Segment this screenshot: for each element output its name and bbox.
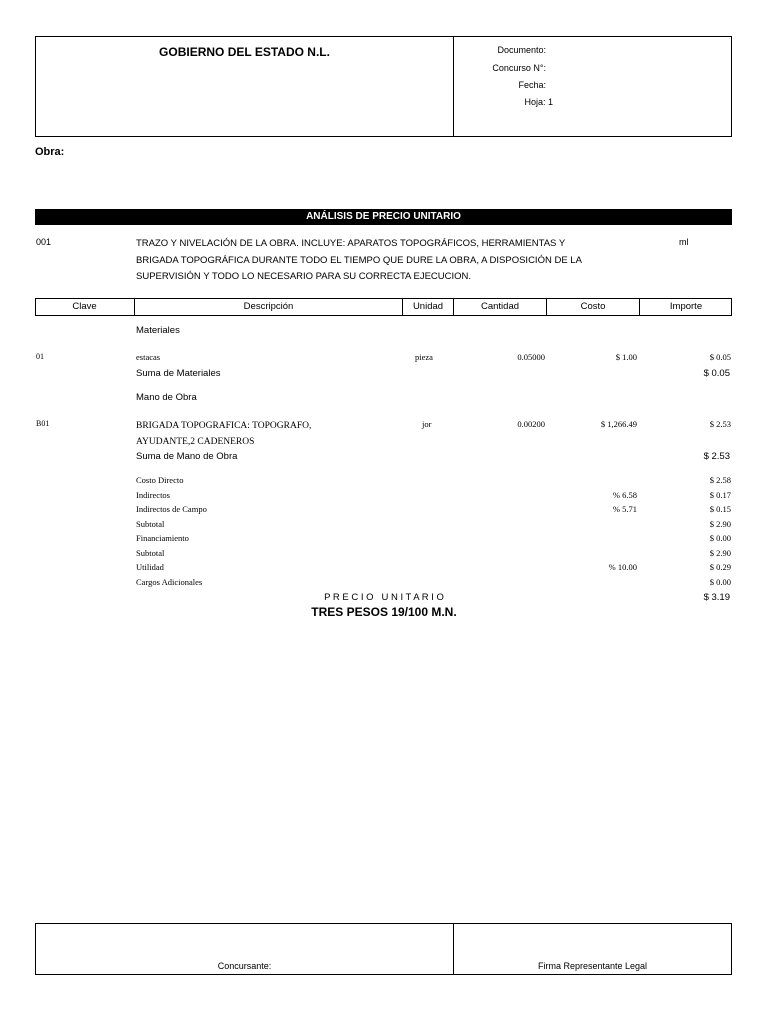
summary-value: $ 2.58 (709, 475, 731, 485)
summary-row (0, 577, 768, 592)
summary-value: $ 0.17 (709, 489, 731, 500)
mano-obra-descripcion-line: BRIGADA TOPOGRAFICA: TOPOGRAFO, (136, 421, 312, 431)
mano-obra-importe: $ 2.53 (709, 419, 731, 429)
material-unidad: pieza (415, 352, 433, 362)
firma-label: Firma Representante Legal (537, 961, 648, 971)
summary-row (0, 562, 768, 577)
precio-unitario-value: $ 3.19 (703, 592, 730, 603)
material-clave: 01 (36, 352, 44, 361)
mano-obra-title: Mano de Obra (136, 392, 197, 403)
mano-obra-clave: B01 (36, 419, 50, 428)
section-title-bar: ANÁLISIS DE PRECIO UNITARIO (35, 209, 732, 225)
government-title: GOBIERNO DEL ESTADO N.L. (159, 45, 330, 59)
summary-label: Costo Directo (136, 475, 184, 485)
materiales-sum-value: $ 0.05 (703, 368, 730, 379)
header-costo: Costo (580, 301, 606, 312)
summary-value: $ 0.29 (709, 562, 731, 572)
header-unidad: Unidad (412, 301, 444, 312)
summary-label: Subtotal (136, 547, 165, 558)
concept-code: 001 (36, 237, 52, 247)
mano-obra-cantidad: 0.00200 (517, 419, 545, 429)
summary-label: Indirectos (136, 489, 170, 500)
header-clave: Clave (72, 301, 97, 312)
summary-row (0, 548, 768, 563)
concursante-label: Concursante: (217, 961, 272, 971)
fecha-label: Fecha: (518, 80, 546, 90)
summary-label: Utilidad (136, 562, 164, 572)
material-costo: $ 1.00 (615, 352, 637, 362)
concept-description (136, 236, 666, 286)
summary-label: Financiamiento (136, 533, 189, 543)
precio-unitario-words: TRES PESOS 19/100 M.N. (311, 605, 457, 619)
mano-obra-descripcion (136, 418, 402, 450)
header-cantidad: Cantidad (480, 301, 520, 312)
summary-row (0, 504, 768, 519)
concept-description-line: BRIGADA TOPOGRÁFICA DURANTE TODO EL TIEMPO QUE DURE LA OBRA, A DISPOSICIÓN DE LA (136, 254, 582, 266)
precio-unitario-label: P R E C I O U N I T A R I O (324, 592, 444, 603)
summary-label: Cargos Adicionales (136, 576, 203, 587)
summary-block (0, 475, 768, 591)
summary-row (0, 533, 768, 548)
hoja-label: Hoja: 1 (524, 97, 553, 107)
summary-label: Subtotal (136, 518, 165, 529)
summary-value: $ 0.00 (709, 533, 731, 543)
summary-value: $ 0.00 (709, 576, 731, 587)
summary-label: Indirectos de Campo (136, 504, 207, 514)
materiales-sum-label: Suma de Materiales (136, 368, 221, 379)
material-importe: $ 0.05 (709, 352, 731, 362)
mano-obra-descripcion-line: AYUDANTE,2 CADENEROS (136, 437, 255, 447)
concept-unit: ml (679, 237, 689, 247)
concept-description-line: TRAZO Y NIVELACIÓN DE LA OBRA. INCLUYE: APARATOS TOPOGRÁFICOS, HERRAMIENTAS Y (136, 238, 566, 249)
material-descripcion: estacas (136, 352, 161, 362)
obra-label: Obra: (35, 146, 65, 158)
mano-obra-sum-label: Suma de Mano de Obra (136, 451, 238, 462)
documento-label: Documento: (497, 45, 546, 55)
mano-obra-unidad: jor (422, 419, 432, 429)
header-importe: Importe (669, 301, 703, 312)
summary-pct: % 10.00 (608, 562, 637, 572)
summary-value: $ 0.15 (709, 504, 731, 514)
header-divider (453, 36, 454, 137)
concept-description-line: SUPERVISIÓN Y TODO LO NECESARIO PARA SU CORRECTA EJECUCION. (136, 271, 472, 282)
mano-obra-sum-value: $ 2.53 (703, 451, 730, 462)
header-descripcion: Descripción (243, 301, 294, 312)
concurso-label: Concurso N°: (492, 63, 546, 73)
summary-value: $ 2.90 (709, 518, 731, 529)
summary-row (0, 519, 768, 534)
summary-pct: % 5.71 (612, 504, 637, 514)
summary-row (0, 475, 768, 490)
summary-value: $ 2.90 (709, 547, 731, 558)
materiales-title: Materiales (136, 325, 180, 336)
material-cantidad: 0.05000 (517, 352, 545, 362)
summary-row (0, 490, 768, 505)
summary-pct: % 6.58 (612, 489, 637, 500)
mano-obra-costo: $ 1,266.49 (600, 419, 637, 429)
